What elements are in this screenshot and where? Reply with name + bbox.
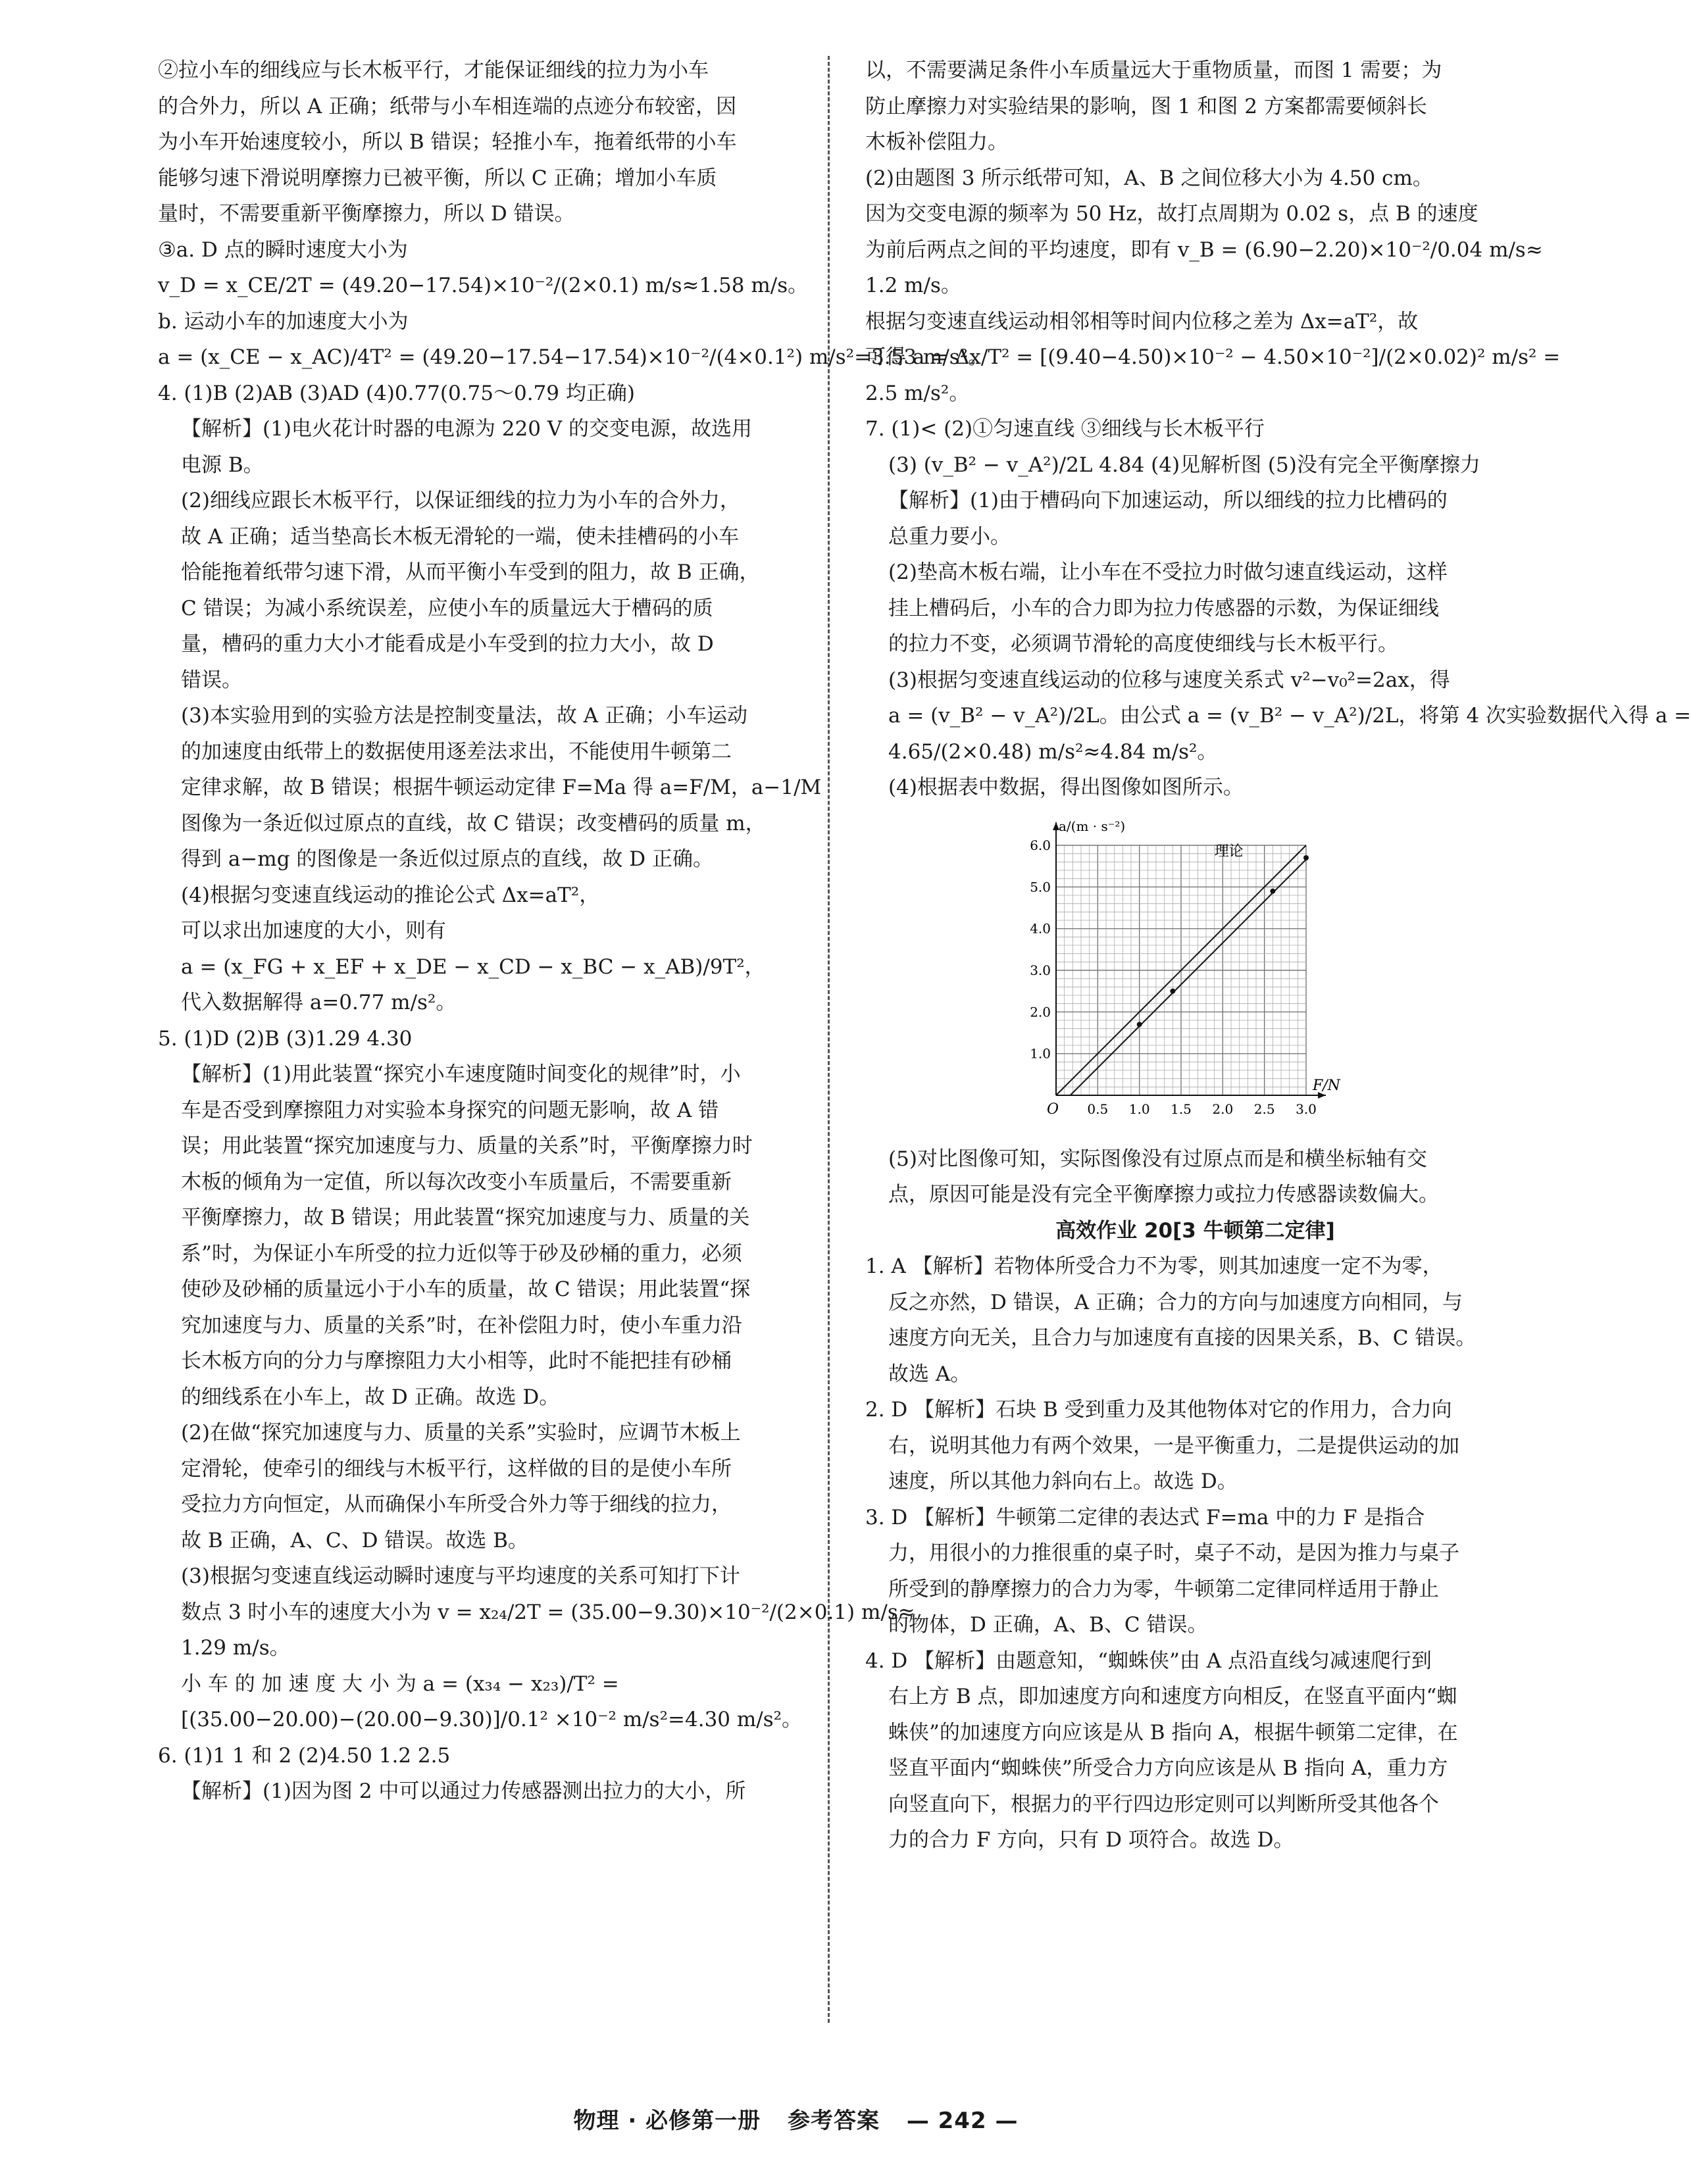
right-column [865, 53, 1691, 1858]
page-footer [0, 2102, 1592, 2135]
text-line: 平衡摩擦力，故 B 错误；用此装置“探究加速度与力、质量的关 [181, 1206, 750, 1229]
y-tick-label: 2.0 [1030, 1003, 1051, 1020]
text-line: 车是否受到摩擦阻力对实验本身探究的问题无影响，故 A 错 [181, 1098, 719, 1122]
text-line: 木板补偿阻力。 [865, 130, 1008, 154]
x-tick-label: 1.0 [1128, 1101, 1150, 1117]
text-line: 4. D 【解析】由题意知，“蜘蛛侠”由 A 点沿直线匀减速爬行到 [865, 1649, 1432, 1673]
text-line: 向竖直向下，根据力的平行四边形定则可以判断所受其他各个 [888, 1792, 1439, 1816]
text-line: 的加速度由纸带上的数据使用逐差法求出，不能使用牛顿第二 [181, 739, 732, 764]
text-line: [(35.00−20.00)−(20.00−9.30)]/0.1² ×10⁻² m/s²=4.30 m/s²。 [181, 1708, 803, 1731]
text-line: 木板的倾角为一定值，所以每次改变小车质量后，不需要重新 [181, 1170, 732, 1194]
text-line: 能够匀速下滑说明摩擦力已被平衡，所以 C 正确；增加小车质 [158, 166, 717, 190]
x-tick-label: 0.5 [1087, 1101, 1109, 1117]
text-line: 长木板方向的分力与摩擦阻力大小相等，此时不能把挂有砂桶 [181, 1349, 732, 1373]
text-line: (2)在做“探究加速度与力、质量的关系”实验时，应调节木板上 [181, 1421, 741, 1445]
text-line: 的合外力，所以 A 正确；纸带与小车相连端的点迹分布较密，因 [158, 94, 737, 118]
text-line: 为前后两点之间的平均速度，即有 v_B = (6.90−2.20)×10⁻²/0.04 m/s≈ [865, 237, 1543, 262]
y-tick-label: 3.0 [1030, 962, 1051, 978]
text-line: 1.29 m/s。 [181, 1636, 290, 1660]
footer-label: 参考答案 [787, 2108, 880, 2134]
text-line: 2. D 【解析】石块 B 受到重力及其他物体对它的作用力，合力向 [865, 1398, 1452, 1422]
text-line: (5)对比图像可知，实际图像没有过原点而是和横坐标轴有交 [888, 1147, 1427, 1171]
text-line: 的细线系在小车上，故 D 正确。故选 D。 [181, 1385, 560, 1409]
text-line: 定律求解，故 B 错误；根据牛顿运动定律 F=Ma 得 a=F/M，a−1/M [181, 776, 822, 799]
text-line: 恰能拖着纸带匀速下滑，从而平衡小车受到的阻力，故 B 正确， [181, 560, 760, 584]
text-line: C 错误；为减小系统误差，应使小车的质量远大于槽码的质 [181, 596, 713, 620]
y-tick-label: 1.0 [1030, 1045, 1051, 1062]
text-line: 根据匀变速直线运动相邻相等时间内位移之差为 Δx=aT²，故 [865, 309, 1419, 334]
footer-subject: 物理 · 必修第一册 [573, 2108, 761, 2134]
text-line: 以，不需要满足条件小车质量远大于重物质量，而图 1 需要；为 [865, 59, 1442, 82]
text-line: 定滑轮，使牵引的细线与木板平行，这样做的目的是使小车所 [181, 1456, 732, 1481]
text-line: 蛛侠”的加速度方向应该是从 B 指向 A，根据牛顿第二定律，在 [888, 1720, 1458, 1745]
text-line: 防止摩擦力对实验结果的影响，图 1 和图 2 方案都需要倾斜长 [865, 94, 1427, 118]
x-tick-label: 3.0 [1296, 1101, 1317, 1117]
text-line: 图像为一条近似过原点的直线，故 C 错误；改变槽码的质量 m， [181, 811, 766, 835]
text-line: 右上方 B 点，即加速度方向和速度方向相反，在竖直平面内“蜘 [888, 1685, 1457, 1708]
origin-label: O [1047, 1101, 1059, 1118]
y-tick-label: 6.0 [1030, 837, 1051, 853]
text-line: (4)根据匀变速直线运动的推论公式 Δx=aT²， [181, 883, 600, 907]
text-line: 6. (1)1 1 和 2 (2)4.50 1.2 2.5 [158, 1743, 451, 1768]
data-point [1303, 855, 1309, 860]
text-line: (2)垫高木板右端，让小车在不受拉力时做匀速直线运动，这样 [888, 560, 1448, 584]
text-line: 5. (1)D (2)B (3)1.29 4.30 [158, 1026, 413, 1051]
text-line: 的拉力不变，必须调节滑轮的高度使细线与长木板平行。 [888, 632, 1398, 656]
text-line: 可以求出加速度的大小，则有 [181, 919, 446, 943]
actual-line [1071, 859, 1306, 1095]
text-line: 受拉力方向恒定，从而确保小车所受合外力等于细线的拉力， [181, 1493, 732, 1516]
text-line: 数点 3 时小车的速度大小为 v = x₂₄/2T = (35.00−9.30)×10⁻²/(2×0.1) m/s≈ [181, 1600, 915, 1624]
text-line: (3) (v_B² − v_A²)/2L 4.84 (4)见解析图 (5)没有完全平衡摩擦力 [888, 453, 1480, 477]
text-line: v_D = x_CE/2T = (49.20−17.54)×10⁻²/(2×0.1) m/s≈1.58 m/s。 [158, 274, 809, 297]
text-line: b. 运动小车的加速度大小为 [158, 309, 409, 334]
text-line: 电源 B。 [181, 453, 264, 477]
x-axis-label: F/N [1313, 1077, 1340, 1094]
text-line: 速度，所以其他力斜向右上。故选 D。 [888, 1470, 1238, 1493]
text-line: 系”时，为保证小车所受的拉力近似等于砂及砂桶的重力，必须 [181, 1241, 742, 1266]
text-line: 故 A 正确；适当垫高长木板无滑轮的一端，使未挂槽码的小车 [181, 524, 740, 549]
text-line: 【解析】(1)电火花计时器的电源为 220 V 的交变电源，故选用 [181, 417, 753, 441]
text-line: 的物体，D 正确，A、B、C 错误。 [888, 1613, 1208, 1637]
text-line: 误；用此装置“探究加速度与力、质量的关系”时，平衡摩擦力时 [181, 1134, 753, 1158]
text-line: (3)根据匀变速直线运动瞬时速度与平均速度的关系可知打下计 [181, 1564, 740, 1588]
text-line: 得到 a−mg 的图像是一条近似过原点的直线，故 D 正确。 [181, 847, 713, 871]
text-line: a = (x_FG + x_EF + x_DE − x_CD − x_BC − x_AB)/9T²， [181, 955, 765, 979]
text-line: 7. (1)< (2)①匀速直线 ③细线与长木板平行 [865, 417, 1265, 441]
text-line: 挂上槽码后，小车的合力即为拉力传感器的示数，为保证细线 [888, 596, 1439, 620]
text-line: 竖直平面内“蜘蛛侠”所受合力方向应该是从 B 指向 A，重力方 [888, 1756, 1448, 1780]
text-line: 4.65/(2×0.48) m/s²≈4.84 m/s²。 [888, 739, 1218, 764]
text-line: (3)本实验用到的实验方法是控制变量法，故 A 正确；小车运动 [181, 704, 748, 728]
text-line: 故 B 正确，A、C、D 错误。故选 B。 [181, 1528, 528, 1552]
text-line: 【解析】(1)用此装置“探究小车速度随时间变化的规律”时，小 [181, 1062, 741, 1086]
text-line: 1.2 m/s。 [865, 274, 961, 297]
text-line: 故选 A。 [888, 1362, 971, 1386]
text-line: 总重力要小。 [888, 524, 1011, 549]
text-line: 可得 a = Δx/T² = [(9.40−4.50)×10⁻² − 4.50×10⁻²]/(2×0.02)² m/s² = [865, 345, 1561, 369]
text-line: 因为交变电源的频率为 50 Hz，故打点周期为 0.02 s，点 B 的速度 [865, 202, 1478, 226]
theory-annotation: 理论 [1214, 843, 1244, 860]
x-tick-label: 2.5 [1253, 1101, 1275, 1117]
y-tick-label: 5.0 [1030, 878, 1051, 895]
text-line: 高效作业 20[3 牛顿第二定律] [1055, 1218, 1335, 1243]
chart-container [865, 812, 1525, 1141]
text-line: 【解析】(1)因为图 2 中可以通过力传感器测出拉力的大小，所 [181, 1779, 746, 1803]
text-line: a = (v_B² − v_A²)/2L。由公式 a = (v_B² − v_A²)/2L，将第 4 次实验数据代入得 a = [888, 704, 1691, 728]
x-tick-label: 1.5 [1171, 1101, 1192, 1117]
text-line: (2)由题图 3 所示纸带可知，A、B 之间位移大小为 4.50 cm。 [865, 166, 1433, 190]
text-line: 力的合力 F 方向，只有 D 项符合。故选 D。 [888, 1828, 1294, 1852]
text-line: (3)根据匀变速直线运动的位移与速度关系式 v²−v₀²=2ax，得 [888, 668, 1450, 692]
text-line: 速度方向无关，且合力与加速度有直接的因果关系，B、C 错误。 [888, 1326, 1476, 1350]
text-line: 1. A 【解析】若物体所受合力不为零，则其加速度一定不为零， [865, 1254, 1443, 1278]
text-line: 【解析】(1)由于槽码向下加速运动，所以细线的拉力比槽码的 [888, 489, 1448, 512]
footer-page-number: — 242 — [906, 2108, 1019, 2134]
text-line: 反之亦然，D 错误，A 正确；合力的方向与加速度方向相同，与 [888, 1290, 1463, 1314]
text-line: (4)根据表中数据，得出图像如图所示。 [888, 776, 1244, 799]
text-line: (2)细线应跟长木板平行，以保证细线的拉力为小车的合外力， [181, 489, 740, 512]
text-line: 右，说明其他力有两个效果，一是平衡重力，二是提供运动的加 [888, 1433, 1459, 1458]
text-line: 错误。 [181, 668, 242, 692]
y-axis-label: a/(m · s⁻²) [1059, 818, 1126, 834]
text-line: 代入数据解得 a=0.77 m/s²。 [181, 991, 457, 1014]
a-f-chart [865, 812, 1523, 1141]
y-tick-label: 4.0 [1030, 920, 1051, 937]
text-line: 3. D 【解析】牛顿第二定律的表达式 F=ma 中的力 F 是指合 [865, 1505, 1425, 1529]
text-line: 2.5 m/s²。 [865, 381, 970, 405]
text-line: 点，原因可能是没有完全平衡摩擦力或拉力传感器读数偏大。 [888, 1183, 1439, 1206]
text-line: 4. (1)B (2)AB (3)AD (4)0.77(0.75～0.79 均正确) [158, 381, 635, 405]
text-line: 使砂及砂桶的质量远小于小车的质量，故 C 错误；用此装置“探 [181, 1278, 751, 1301]
text-line: 究加速度与力、质量的关系”时，在补偿阻力时，使小车重力沿 [181, 1313, 742, 1337]
data-point [1170, 988, 1175, 993]
text-line: 量时，不需要重新平衡摩擦力，所以 D 错误。 [158, 202, 575, 226]
text-line: 量，槽码的重力大小才能看成是小车受到的拉力大小，故 D [181, 632, 714, 656]
text-line: 小 车 的 加 速 度 大 小 为 a = (x₃₄ − x₂₃)/T² = [181, 1672, 619, 1696]
text-line: 所受到的静摩擦力的合力为零，牛顿第二定律同样适用于静止 [888, 1577, 1439, 1601]
text-line: 为小车开始速度较小，所以 B 错误；轻推小车，拖着纸带的小车 [158, 130, 737, 154]
text-line: 力，用很小的力推很重的桌子时，桌子不动，是因为推力与桌子 [888, 1541, 1459, 1565]
x-tick-label: 2.0 [1212, 1101, 1234, 1117]
data-point [1270, 888, 1275, 893]
text-line: ③a. D 点的瞬时速度大小为 [158, 237, 408, 262]
text-line: ②拉小车的细线应与长木板平行，才能保证细线的拉力为小车 [158, 59, 709, 82]
data-point [1137, 1022, 1142, 1027]
text-line: a = (x_CE − x_AC)/4T² = (49.20−17.54−17.54)×10⁻²/(4×0.1²) m/s²=3.53 m/s²。 [158, 345, 989, 369]
